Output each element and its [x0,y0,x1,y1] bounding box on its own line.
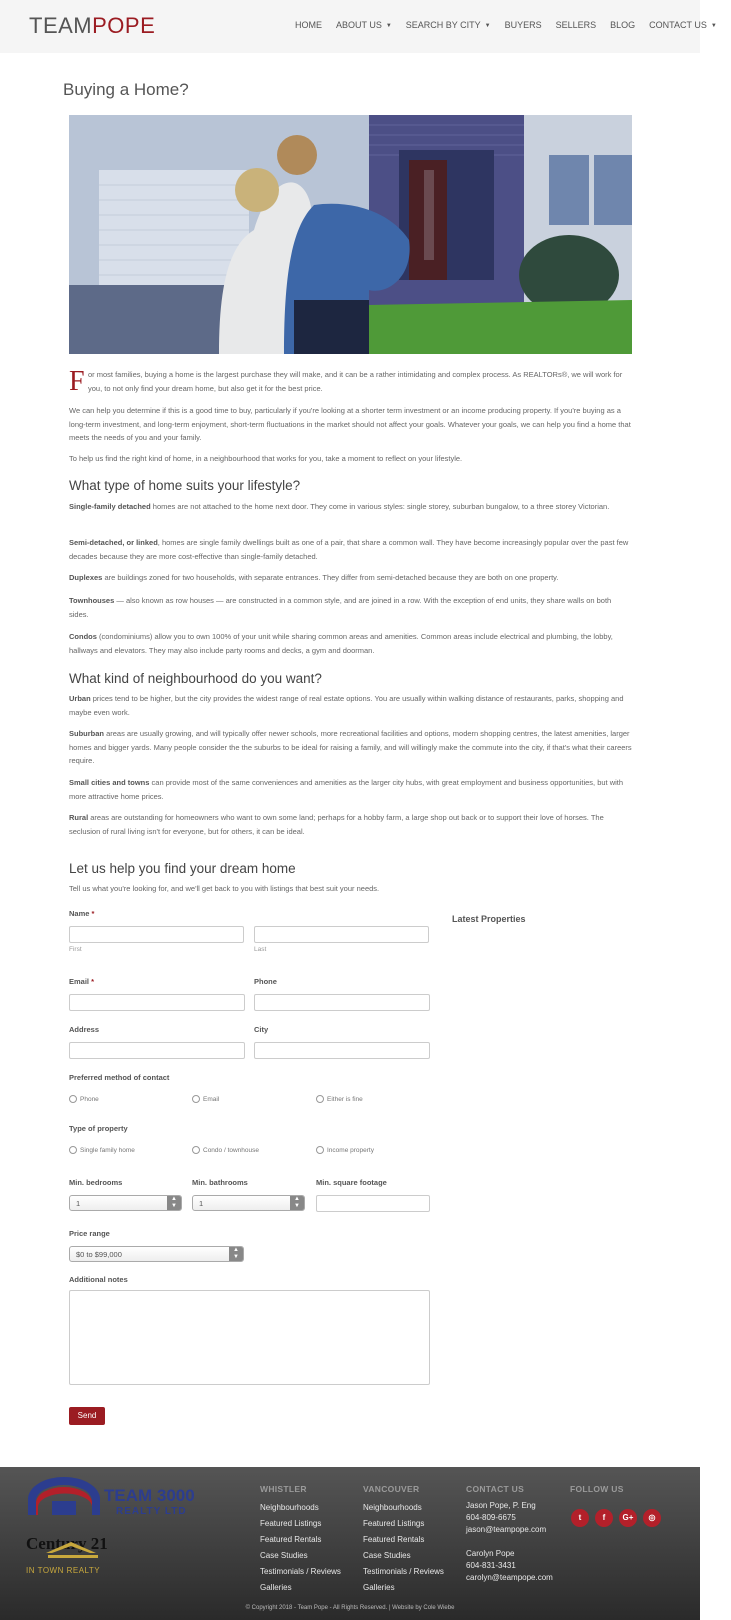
form-heading: Let us help you find your dream home [69,861,296,876]
nav-item-label: BLOG [610,20,636,30]
team3000-name: TEAM 3000 [104,1486,195,1505]
nav-item-buyers[interactable] [505,20,542,30]
page-title: Buying a Home? [63,80,189,99]
logo-team-text: TEAM [29,13,93,38]
nav-item-label: HOME [295,20,322,30]
address-input[interactable] [69,1042,245,1059]
instagram-icon[interactable]: ◎ [643,1509,661,1527]
email-input[interactable] [69,994,245,1011]
vancouver-link[interactable]: Galleries [363,1583,395,1592]
radio-circle-icon [316,1095,324,1103]
bathrooms-value: 1 [199,1199,204,1208]
radio-circle-icon [69,1095,77,1103]
contact-heading: CONTACT US [466,1484,525,1494]
site-footer [0,1467,700,1620]
select-arrows-icon: ▲ ▼ [167,1196,181,1210]
latest-properties-heading: Latest Properties [452,914,526,924]
home-type-term: Duplexes [69,573,103,582]
home-type-term: Townhouses [69,596,115,605]
main-nav [295,20,731,30]
notes-textarea[interactable] [69,1290,430,1385]
nav-item-home[interactable] [295,20,322,30]
century21-logo[interactable] [26,1529,116,1579]
price-value: $0 to $99,000 [76,1250,122,1259]
home-type-description: are buildings zoned for two households, with separate entrances. They differ from semi-detached because they are both on one property. [102,573,559,582]
radio-circle-icon [316,1146,324,1154]
caret-down-icon: ▼ [484,23,491,29]
jason-phone[interactable]: 604-809-6675 [466,1513,516,1522]
whistler-link[interactable]: Case Studies [260,1551,308,1560]
city-label: City [254,1025,269,1034]
home-type-paragraph [69,500,632,514]
contact-method-radio[interactable] [192,1095,219,1103]
property-type-radio-label: Single family home [80,1146,135,1154]
neighbourhood-term: Rural [69,813,89,822]
last-name-input[interactable] [254,926,429,943]
home-type-term: Condos [69,632,97,641]
vancouver-link[interactable]: Featured Rentals [363,1535,425,1544]
radio-circle-icon [69,1146,77,1154]
vancouver-link[interactable]: Case Studies [363,1551,411,1560]
home-type-term: Semi-detached, or linked [69,538,158,547]
logo-pope-text: POPE [92,13,156,38]
city-input[interactable] [254,1042,430,1059]
sqft-input[interactable] [316,1195,430,1212]
google-plus-icon[interactable]: G+ [619,1509,637,1527]
whistler-heading: WHISTLER [260,1484,307,1494]
contact-method-radio[interactable] [69,1095,99,1103]
phone-input[interactable] [254,994,430,1011]
whistler-link[interactable]: Featured Listings [260,1519,322,1528]
nav-item-label: SELLERS [555,20,597,30]
home-type-paragraph [69,536,632,563]
email-label: Email * [69,977,95,986]
intro-paragraph-3: To help us find the right kind of home, in a neighbourhood that works for you, take a moment to reflect on your lifestyle. [69,454,463,463]
whistler-link[interactable]: Testimonials / Reviews [260,1567,341,1576]
name-label: Name * [69,909,95,918]
copyright: © Copyright 2018 - Team Pope - All Rights Reserved. | Website by Cole Wiebe [245,1605,455,1611]
sqft-label: Min. square footage [316,1178,387,1187]
address-label: Address [69,1025,100,1034]
price-select[interactable] [69,1246,244,1262]
twitter-icon[interactable]: t [571,1509,589,1527]
price-label: Price range [69,1229,110,1238]
neighbourhood-term: Urban [69,694,91,703]
caret-down-icon: ▼ [710,23,717,29]
vancouver-link[interactable]: Featured Listings [363,1519,425,1528]
caret-down-icon: ▼ [385,23,392,29]
contact-method-label: Preferred method of contact [69,1073,170,1082]
nav-item-sellers[interactable] [556,20,597,30]
carolyn-phone[interactable]: 604-831-3431 [466,1561,516,1570]
home-type-description: — also known as row houses — are constructed in a common style, and are joined in a row. With the exception of end units, they share walls on both sides. [69,596,612,619]
nav-item-contact-us[interactable] [649,20,717,30]
bedrooms-value: 1 [76,1199,81,1208]
contact-method-radio-label: Phone [80,1095,99,1103]
site-logo[interactable] [29,13,155,39]
nav-item-label: ABOUT US [336,20,382,30]
footer-follow-column [570,1481,624,1500]
section-heading-home-type: What type of home suits your lifestyle? [69,478,301,493]
last-sublabel: Last [254,946,267,953]
facebook-icon[interactable]: f [595,1509,613,1527]
vancouver-heading: VANCOUVER [363,1484,420,1494]
bedrooms-label: Min. bedrooms [69,1178,123,1187]
neighbourhood-description: prices tend to be higher, but the city provides the widest range of real estate options. You are usually within walking distance of restaurants, parks, shopping and maybe even work. [69,694,624,717]
intro-paragraph-2: We can help you determine if this is a good time to buy, particularly if you're looking at a shorter term investment or an income producing property. If you're buying as a long-term investment, and long-term enjoyment, short-term fluctuations in the market should not affect your goals. Whatever your goals, we can help you find a home that meets the needs of you and your family. [69,406,631,442]
neighbourhood-description: areas are outstanding for homeowners who want to own some land; perhaps for a hobby farm, a large shop out back or to support their love of horses. The seclusion of rural living isn't for everyone, but for others, it can be ideal. [69,813,604,836]
hero-image [69,115,632,354]
first-sublabel: First [69,946,82,953]
neighbourhood-paragraph [69,811,632,838]
carolyn-name: Carolyn Pope [466,1549,515,1558]
contact-method-radio[interactable] [316,1095,363,1103]
whistler-link[interactable]: Neighbourhoods [260,1503,319,1512]
form-subheading: Tell us what you're looking for, and we'll get back to you with listings that best suit your needs. [69,884,380,893]
home-type-description: homes are not attached to the home next door. They come in various styles: single storey, suburban bungalow, to a three storey Victorian. [150,502,610,511]
send-button[interactable]: Send [69,1407,105,1425]
whistler-link[interactable]: Galleries [260,1583,292,1592]
century21-name: Century 21 [26,1534,108,1553]
bathrooms-select[interactable] [192,1195,305,1211]
footer-vancouver-column [363,1481,444,1596]
dropcap-letter: F [69,366,85,397]
select-arrows-icon: ▲ ▼ [290,1196,304,1210]
contact-method-radio-label: Either is fine [327,1095,363,1103]
radio-circle-icon [192,1146,200,1154]
bathrooms-label: Min. bathrooms [192,1178,248,1187]
home-type-description: , homes are single family dwellings built as one of a pair, that share a common wall. They have become increasingly popular over the past few decades because they are more cost-effective than single-family detached. [69,538,629,561]
select-arrows-icon: ▲ ▼ [229,1247,243,1261]
bedrooms-select[interactable] [69,1195,182,1211]
neighbourhood-description: areas are usually growing, and will typically offer newer schools, more recreational facilities and options, modern shopping centres, the latest amenities, larger homes and bigger yards. Many people consider the the suburbs to be ideal for raising a family, and will willingly make the commute into the city, if that's what their careers require. [69,729,632,765]
nav-item-label: SEARCH BY CITY [405,20,481,30]
home-type-paragraph [69,594,632,621]
vancouver-link[interactable]: Testimonials / Reviews [363,1567,444,1576]
property-type-radio-label: Income property [327,1146,374,1154]
nav-item-about-us[interactable] [336,20,392,30]
radio-circle-icon [192,1095,200,1103]
footer-contact-column [466,1481,553,1584]
follow-heading: FOLLOW US [570,1484,624,1494]
nav-item-label: BUYERS [504,20,542,30]
home-type-paragraph [69,571,632,585]
neighbourhood-term: Small cities and towns [69,778,150,787]
home-type-description: (condominiums) allow you to own 100% of your unit while sharing common areas and amenities. Common areas include electrical and plumbing, the lobby, hallways and elevators. They may also include party rooms and decks, a gym and doorman. [69,632,613,655]
nav-item-search-by-city[interactable] [406,20,491,30]
neighbourhood-paragraph [69,692,632,719]
neighbourhood-paragraph [69,776,632,803]
vancouver-link[interactable]: Neighbourhoods [363,1503,422,1512]
jason-email[interactable]: jason@teampope.com [466,1525,547,1534]
team3000-logo[interactable] [26,1477,201,1519]
social-icons [571,1509,667,1527]
neighbourhood-description: can provide most of the same conveniences and amenities as the larger city hubs, with great employment and business opportunities, but with more attractive home prices. [69,778,624,801]
notes-label: Additional notes [69,1275,128,1284]
neighbourhood-paragraph [69,727,632,768]
phone-label: Phone [254,977,277,986]
home-type-paragraph [69,630,632,657]
team3000-sub: REALTY LTD [116,1506,187,1517]
neighbourhood-term: Suburban [69,729,104,738]
first-name-input[interactable] [69,926,244,943]
property-type-radio[interactable] [316,1146,374,1154]
carolyn-email[interactable]: carolyn@teampope.com [466,1573,553,1582]
nav-item-blog[interactable] [610,20,635,30]
intro-paragraph-1: or most families, buying a home is the largest purchase they will make, and it can be a rather intimidating and complex process. As REALTORs®, we will work for you, to not only find your dream home, but also get it for the best price. [88,370,623,393]
contact-method-radio-label: Email [203,1095,220,1103]
property-type-radio-label: Condo / townhouse [203,1146,260,1154]
property-type-radio[interactable] [192,1146,259,1154]
century21-sub: IN TOWN REALTY [26,1566,101,1575]
site-header [0,0,717,53]
footer-whistler-column [260,1481,341,1596]
nav-item-label: CONTACT US [649,20,707,30]
property-type-label: Type of property [69,1124,128,1133]
whistler-link[interactable]: Featured Rentals [260,1535,322,1544]
jason-name: Jason Pope, P. Eng [466,1501,536,1510]
property-type-radio[interactable] [69,1146,135,1154]
section-heading-neighbourhood: What kind of neighbourhood do you want? [69,671,322,686]
home-type-term: Single-family detached [69,502,151,511]
